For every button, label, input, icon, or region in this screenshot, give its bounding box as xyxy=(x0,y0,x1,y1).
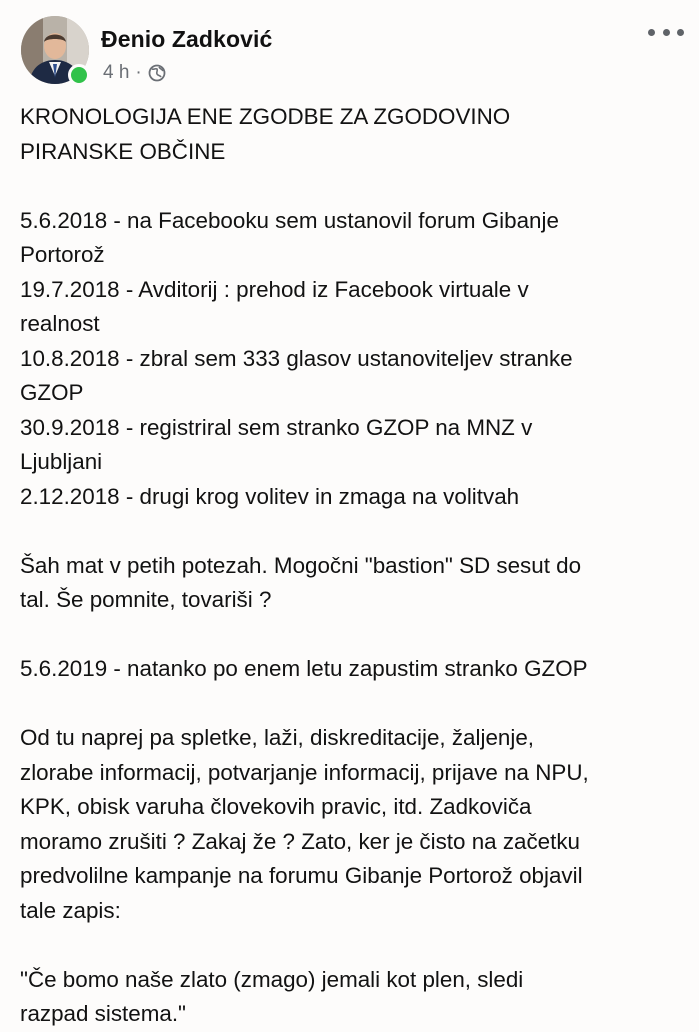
meta-separator: · xyxy=(135,62,142,83)
timeline-item: 10.8.2018 - zbral sem 333 glasov ustanoviteljev stranke GZOP xyxy=(20,345,573,405)
author-name[interactable]: Đenio Zadković xyxy=(101,26,273,52)
post-header xyxy=(0,0,699,100)
checkmate-paragraph: Šah mat v petih potezah. Mogočni "bastion" SD sesut do tal. Še pomnite, tovariši ? xyxy=(20,552,582,612)
more-options-icon[interactable] xyxy=(648,22,684,42)
leaving-paragraph: 5.6.2019 - natanko po enem letu zapustim stranko GZOP xyxy=(20,656,588,681)
timeline-item: 5.6.2018 - na Facebooku sem ustanovil forum Gibanje Portorož xyxy=(20,207,559,267)
timeline-item: 30.9.2018 - registriral sem stranko GZOP na MNZ v Ljubljani xyxy=(20,414,533,474)
post-time[interactable]: 4 h xyxy=(103,62,130,83)
quote-paragraph: "Če bomo naše zlato (zmago) jemali kot plen, sledi razpad sistema." xyxy=(20,966,524,1026)
timeline-item: 19.7.2018 - Avditorij : prehod iz Facebook virtuale v realnost xyxy=(20,276,529,336)
globe-icon[interactable] xyxy=(148,64,166,82)
post-title: KRONOLOGIJA ENE ZGODBE ZA ZGODOVINO PIRANSKE OBČINE xyxy=(20,104,511,164)
aftermath-paragraph: Od tu naprej pa spletke, laži, diskreditacije, žaljenje, zlorabe informacij, potvarjanje informacij, prijave na NPU, KPK, obisk varuha človekovih pravic, itd. Zadkoviča moramo zrušiti ? Zakaj že ? Zato, ker je čisto na začetku predvolilne kampanje na forumu Gibanje Portorož objavil tale zapis: xyxy=(20,725,589,923)
timeline-item: 2.12.2018 - drugi krog volitev in zmaga na volitvah xyxy=(20,483,520,509)
online-status-indicator xyxy=(68,64,90,86)
post-body xyxy=(20,100,695,1032)
post-meta xyxy=(103,62,166,84)
